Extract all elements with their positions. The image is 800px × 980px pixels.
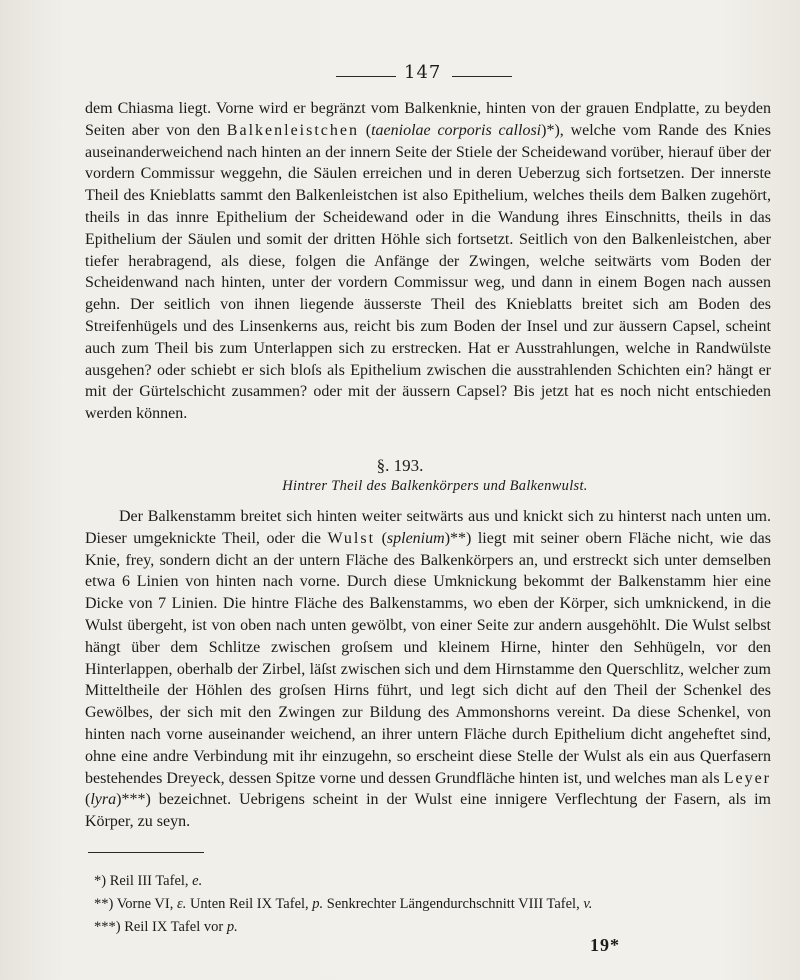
paragraph-continued: dem Chiasma liegt. Vorne wird er begränzt vom Balkenknie, hinten von der grauen Endplatte, zu beyden Seiten aber von den Balkenleistchen (taeniolae corporis callosi)*), welche vom Rande des Knies auseinanderweichend nach hinten an der innern Seite der Stiele der Scheidewand vorüber, hierauf über der vordern Commissur weggehn, die Säulen erreichen und in deren Ueberzug sich fortsetzen. Der innerste Theil des Knieblatts sammt den Balkenleistchen ist also Epithelium, welches theils dem Balken zugehört, theils in das innre Epithelium der Scheidewand oder in die Wandung ihres Einschnitts, theils in das Epithelium der Säulen und somit der dritten Höhle sich fortsetzt. Seitlich von den Balkenleistchen, aber tiefer herabragend, als diese, folgen die Anfänge der Zwingen, welche seitwärts vom Boden der Scheidenwand nach hinten, unter der vordern Commissur weg, und dann in einem Bogen nach aussen gehn. Der seitlich von ihnen liegende äusserste Theil des Knieblatts breitet sich am Boden des Streifenhügels und des Linsenkerns aus, reicht bis zum Boden der Insel und zur äussern Capsel, scheint auch zum Theil bis zum Unterlappen sich zu erstrecken. Hat er Ausstrahlungen, welche in Randwülste ausgehen? oder schiebt er sich bloſs als Epithelium zwischen die ausstrahlenden Schichten ein? hängt er mit der Gürtelschicht zusammen? oder mit der äussern Capsel? Bis jetzt hat es noch nicht entschieden werden können. — [85, 100, 772, 423]
term-balkenleistchen: Balkenleistchen — [226, 121, 359, 139]
footnote-1: *) Reil III Tafel, e. — [94, 873, 203, 889]
header-rule-left — [336, 76, 396, 77]
header-rule-right — [452, 76, 512, 77]
footnotes — [94, 870, 774, 939]
footnote-2: **) Vorne VI, ε. Unten Reil IX Tafel, p. Senkrechter Längendurchschnitt VIII Tafel, v. — [94, 896, 593, 912]
section-title: Hintrer Theil des Balkenkörpers und Balkenwulst. — [282, 478, 588, 494]
term-leyer: Leyer — [723, 769, 771, 787]
term-wulst: Wulst — [327, 529, 376, 547]
latin-term-lyra: lyra — [90, 791, 117, 809]
page-number: 147 — [404, 62, 442, 83]
section-number: §. 193. — [376, 456, 424, 475]
body-text-top — [85, 98, 771, 425]
paragraph-section-193: Der Balkenstamm breitet sich hinten weiter seitwärts aus und knickt sich zu hinterst nach unten um. Dieser umgeknickte Theil, oder die Wulst (splenium)**) liegt mit seiner obern Fläche nicht, wie das Knie, frey, sondern dicht an der untern Fläche des Balkenkörpers an, und erstreckt sich unter demselben etwa 6 Linien von hinten nach vorne. Durch diese Umknickung bekommt der Balkenstamm hier eine Dicke von 7 Linien. Die hintre Fläche des Balkenstamms, wo eben der Körper, sich umknickend, in die Wulst übergeht, ist von oben nach unten gewölbt, von einer Seite zur andern ausgehöhlt. Die Wulst selbst hängt über dem Schlitze zwischen groſsem und kleinem Hirne, hinter den Sehhügeln, vor den Hinterlappen, oberhalb der Zirbel, läſst zwischen sich und dem Hirnstamme den Querschlitz, welcher zum Mitteltheile der Höhlen des groſsen Hirns führt, und legt sich dicht auf den Theil der Schenkel des Gewölbes, der sich mit den Zwingen zur Bildung des Ammonshorns vereint. Da diese Schenkel, von hinten nach vorne auseinander weichend, an ihrer untern Fläche durch Epithelium dicht angeheftet sind, ohne eine andre Verbindung mit ihr einzugehn, so erscheint diese Stelle der Wulst als ein aus Querfasern bestehendes Dreyeck, dessen Spitze vorne und dessen Grundfläche hinten ist, und welches man als Leyer (lyra)***) bezeichnet. Uebrigens scheint in der Wulst eine innigere Verflechtung der Fasern, als im Körper, zu seyn. — [85, 508, 771, 831]
page-header — [0, 60, 800, 90]
footnote-rule — [88, 852, 204, 853]
latin-term: taeniolae corporis callosi — [371, 121, 542, 139]
signature-mark: 19* — [590, 935, 620, 955]
footnote-3: ***) Reil IX Tafel vor p. — [94, 919, 238, 935]
body-text-section — [85, 506, 771, 833]
latin-term-splenium: splenium — [386, 529, 445, 547]
